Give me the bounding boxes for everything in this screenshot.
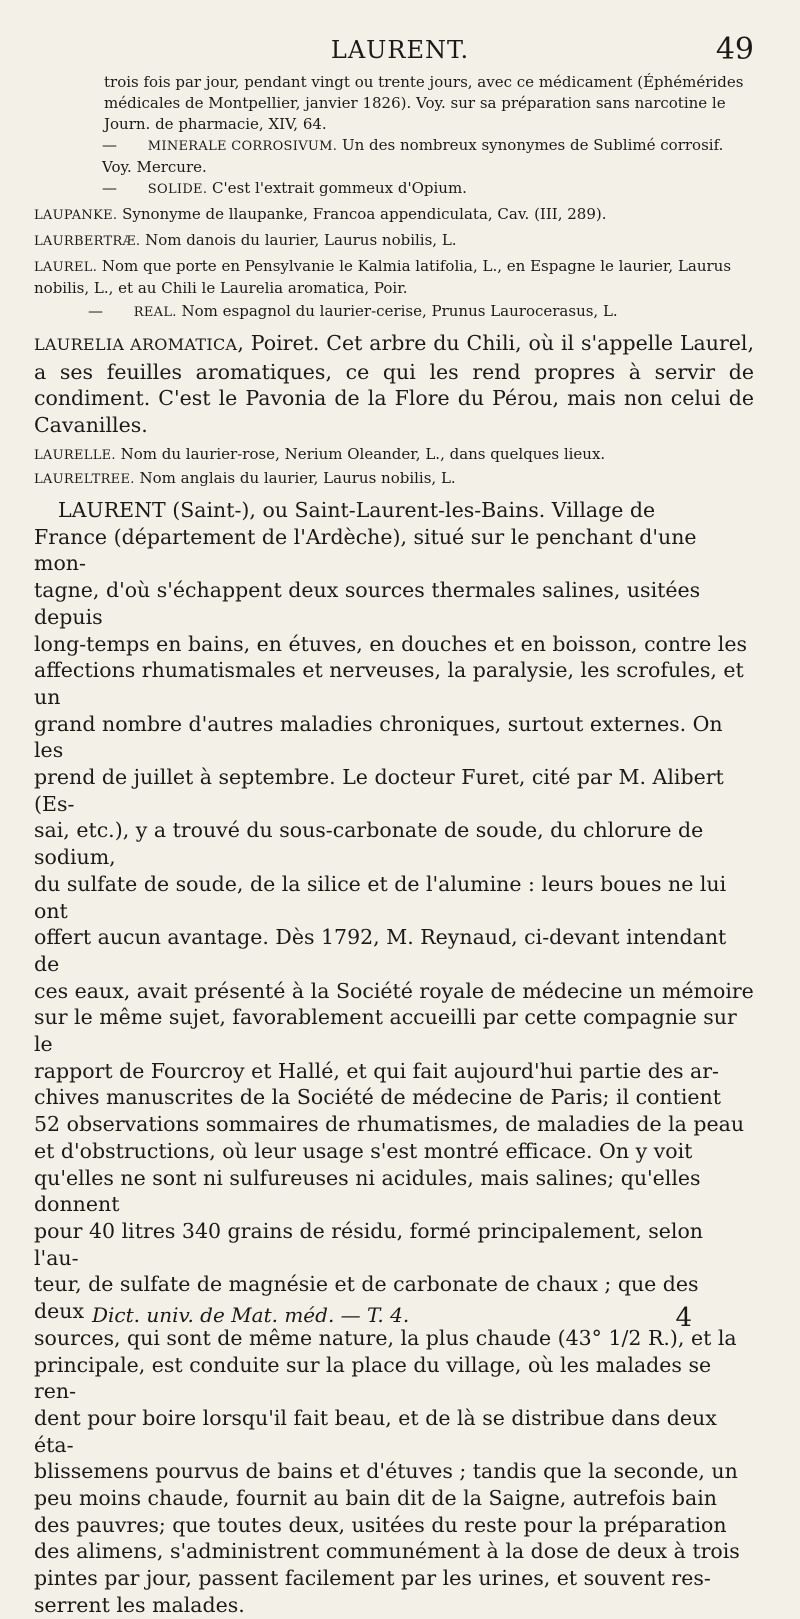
entry-term: SOLIDE. bbox=[147, 182, 208, 197]
text-line: offert aucun avantage. Dès 1792, M. Reynaud, ci-devant intendant de bbox=[34, 925, 727, 976]
text-line: long-temps en bains, en étuves, en douches et en boisson, contre les bbox=[34, 631, 747, 656]
text-line: teur, de sulfate de magnésie et de carbonate de chaux ; que des deux bbox=[34, 1272, 699, 1324]
entry-laurel bbox=[34, 256, 754, 299]
text-line: France (département de l'Ardèche), situé sur le penchant d'une mon- bbox=[34, 524, 697, 576]
text-line: serrent les malades. bbox=[34, 1592, 245, 1617]
text-line: 52 observations sommaires de rhumatismes, de maladies de la peau bbox=[34, 1112, 745, 1137]
text-line: grand nombre d'autres maladies chroniques, surtout externes. On les bbox=[34, 711, 723, 763]
entry-laurel-real bbox=[34, 301, 754, 323]
text-line: qu'elles ne sont ni sulfureuses ni acidules, mais salines; qu'elles donnent bbox=[34, 1165, 701, 1217]
entry-laurent-saint bbox=[34, 497, 754, 1619]
text-line: affections rhumatismales et nerveuses, la paralysie, les scrofules, et un bbox=[34, 658, 744, 709]
entry-laurelia-aromatica bbox=[34, 330, 754, 438]
signature-mark: 4 bbox=[675, 1303, 692, 1333]
page-footer bbox=[92, 1303, 692, 1339]
entry-term: MINERALE CORROSIVUM. bbox=[147, 139, 338, 154]
text-line: prend de juillet à septembre. Le docteur Furet, cité par M. Alibert (Es- bbox=[34, 765, 724, 816]
running-head: LAURENT. bbox=[330, 36, 470, 64]
entry-text: Nom du laurier-rose, Nerium Oleander, L., dans quelques lieux. bbox=[120, 445, 606, 463]
text-line: des pauvres; que toutes deux, usitées du reste pour la préparation bbox=[34, 1512, 727, 1537]
text-line: chives manuscrites de la Société de médecine de Paris; il contient bbox=[34, 1085, 722, 1110]
text-line: sai, etc.), y a trouvé du sous-carbonate de soude, du chlorure de sodium, bbox=[34, 818, 704, 870]
entry-text: Un des nombreux synonymes de Sublimé corrosif. Voy. Mercure. bbox=[102, 136, 724, 176]
text-line: LAURENT (Saint-), ou Saint-Laurent-les-Bains. Village de bbox=[58, 498, 656, 522]
entry-term: LAURELIA AROMATICA bbox=[34, 335, 238, 354]
text-line: et d'obstructions, où leur usage s'est montré efficace. On y voit bbox=[34, 1138, 693, 1163]
text-line: pintes par jour, passent facilement par les urines, et souvent res- bbox=[34, 1566, 711, 1591]
entry-continuation bbox=[34, 72, 754, 135]
entry-text: , Poiret. Cet arbre du Chili, où il s'appelle Laurel, a ses feuilles aromatiques, ce qui les rend propres à servir de condiment. C'est le Pavonia de la Flore du Pérou, mais non celui de Cavanilles. bbox=[34, 331, 754, 437]
entry-text: Nom espagnol du laurier-cerise, Prunus Laurocerasus, L. bbox=[181, 302, 618, 320]
page-header bbox=[0, 32, 800, 72]
entry-term: LAUREL. bbox=[34, 260, 98, 275]
text-line: sur le même sujet, favorablement accueilli par cette compagnie sur le bbox=[34, 1005, 737, 1057]
entry-term: LAUPANKE. bbox=[34, 208, 118, 223]
text-line: du sulfate de soude, de la silice et de l'alumine : leurs boues ne lui ont bbox=[34, 871, 727, 923]
text-line: des alimens, s'administrent communément à la dose de deux à trois bbox=[34, 1539, 740, 1564]
entry-solide bbox=[34, 178, 754, 200]
entry-dash: — bbox=[102, 136, 117, 154]
entry-dash: — bbox=[88, 302, 103, 320]
entry-text: Nom danois du laurier, Laurus nobilis, L. bbox=[145, 231, 457, 249]
entry-laureltree bbox=[34, 468, 754, 490]
entry-text: Nom anglais du laurier, Laurus nobilis, L. bbox=[139, 469, 456, 487]
entry-term: LAURELLE. bbox=[34, 448, 116, 463]
entry-minerale-corrosivum bbox=[34, 135, 754, 178]
entry-text: Synonyme de llaupanke, Francoa appendiculata, Cav. (III, 289). bbox=[122, 205, 607, 223]
text-line: sources, qui sont de même nature, la plus chaude (43° 1/2 R.), et la bbox=[34, 1325, 737, 1350]
entry-laurbertrae bbox=[34, 230, 754, 252]
entry-term: REAL. bbox=[133, 305, 177, 320]
entry-laupanke bbox=[34, 204, 754, 226]
text-line: dent pour boire lorsqu'il fait beau, et de là se distribue dans deux éta- bbox=[34, 1405, 717, 1457]
entry-dash: — bbox=[102, 179, 117, 197]
text-line: tagne, d'où s'échappent deux sources thermales salines, usitées depuis bbox=[34, 578, 701, 629]
text-line: rapport de Fourcroy et Hallé, et qui fait aujourd'hui partie des ar- bbox=[34, 1058, 719, 1083]
text-line: peu moins chaude, fournit au bain dit de la Saigne, autrefois bain bbox=[34, 1486, 717, 1511]
entry-text: C'est l'extrait gommeux d'Opium. bbox=[212, 179, 467, 197]
entry-text: Nom que porte en Pensylvanie le Kalmia latifolia, L., en Espagne le laurier, Laurus nobilis, L., et au Chili le Laurelia aromatica, Poir. bbox=[34, 257, 732, 297]
text-line: pour 40 litres 340 grains de résidu, formé principalement, selon l'au- bbox=[34, 1218, 703, 1270]
entry-text: trois fois par jour, pendant vingt ou trente jours, avec ce médicament (Éphémérides médicales de Montpellier, janvier 1826). Voy. sur sa préparation sans narcotine le Journ. de pharmacie, XIV, 64. bbox=[104, 73, 744, 133]
page-number: 49 bbox=[715, 32, 754, 67]
entry-term: LAURELTREE. bbox=[34, 472, 135, 487]
text-line: ces eaux, avait présenté à la Société royale de médecine un mémoire bbox=[34, 978, 754, 1003]
text-line: blissemens pourvus de bains et d'étuves ; tandis que la seconde, un bbox=[34, 1459, 738, 1484]
text-line: principale, est conduite sur la place du village, où les malades se ren- bbox=[34, 1352, 712, 1404]
entry-laurelle bbox=[34, 444, 754, 466]
page-body bbox=[34, 72, 754, 1619]
footer-source: Dict. univ. de Mat. méd. — T. 4. bbox=[92, 1303, 410, 1327]
entry-term: LAURBERTRÆ. bbox=[34, 234, 141, 249]
